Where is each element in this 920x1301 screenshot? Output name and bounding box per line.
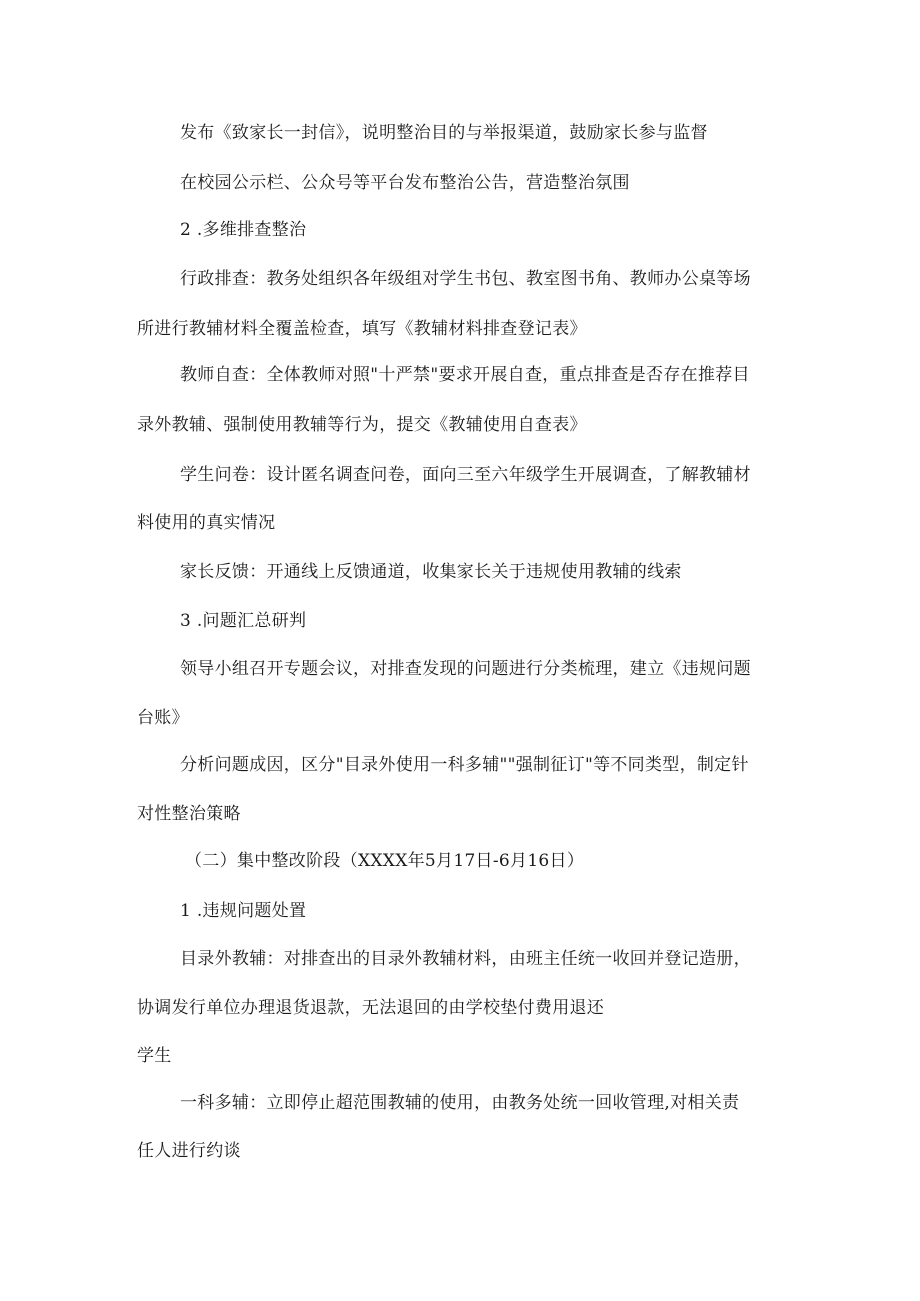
paragraph-letter-to-parents: 发布《致家长一封信》，说明整治目的与举报渠道，鼓励家长参与监督 [180,123,708,143]
paragraph-cause-analysis-line2: 对性整治策略 [137,804,241,824]
paragraph-parent-feedback: 家长反馈：开通线上反馈通道，收集家长关于违规使用教辅的线索 [180,562,682,582]
paragraph-admin-check-line1: 行政排查：教务处组织各年级组对学生书包、教室图书角、教师办公桌等场 [180,269,751,289]
paragraph-cause-analysis-line1: 分析问题成因，区分"目录外使用一科多辅""强制征订"等不同类型，制定针 [180,755,749,775]
heading-multi-inspection: 2 .多维排查整治 [180,220,307,240]
paragraph-admin-check-line2: 所进行教辅材料全覆盖检查，填写《教辅材料排查登记表》 [137,319,587,339]
paragraph-student-survey-line1: 学生问卷：设计匿名调查问卷，面向三至六年级学生开展调查，了解教辅材 [180,465,751,485]
paragraph-out-of-catalog-line2: 协调发行单位办理退货退款，无法退回的由学校垫付费用退还 [137,998,605,1018]
paragraph-out-of-catalog-line3: 学生 [137,1046,172,1066]
paragraph-teacher-self-check-line1: 教师自查：全体教师对照"十严禁"要求开展自查，重点排查是否存在推荐目 [180,365,750,385]
heading-problem-summary: 3 .问题汇总研判 [180,611,307,631]
paragraph-leader-meeting-line2: 台账》 [137,708,189,728]
paragraph-out-of-catalog-line1: 目录外教辅：对排查出的目录外教辅材料，由班主任统一收回并登记造册， [180,949,751,969]
heading-violation-handling: 1 .违规问题处置 [180,901,307,921]
paragraph-one-subject-multi-line1: 一科多辅：立即停止超范围教辅的使用，由教务处统一回收管理,对相关责 [180,1093,740,1113]
paragraph-one-subject-multi-line2: 任人进行约谈 [137,1141,241,1161]
paragraph-student-survey-line2: 料使用的真实情况 [137,513,276,533]
heading-rectification-stage: （二）集中整改阶段（XXXX年5月17日-6月16日） [185,851,585,871]
paragraph-leader-meeting-line1: 领导小组召开专题会议，对排查发现的问题进行分类梳理，建立《违规问题 [180,659,751,679]
paragraph-campus-notice: 在校园公示栏、公众号等平台发布整治公告，营造整治氛围 [180,173,630,193]
paragraph-teacher-self-check-line2: 录外教辅、强制使用教辅等行为，提交《教辅使用自查表》 [137,415,587,435]
